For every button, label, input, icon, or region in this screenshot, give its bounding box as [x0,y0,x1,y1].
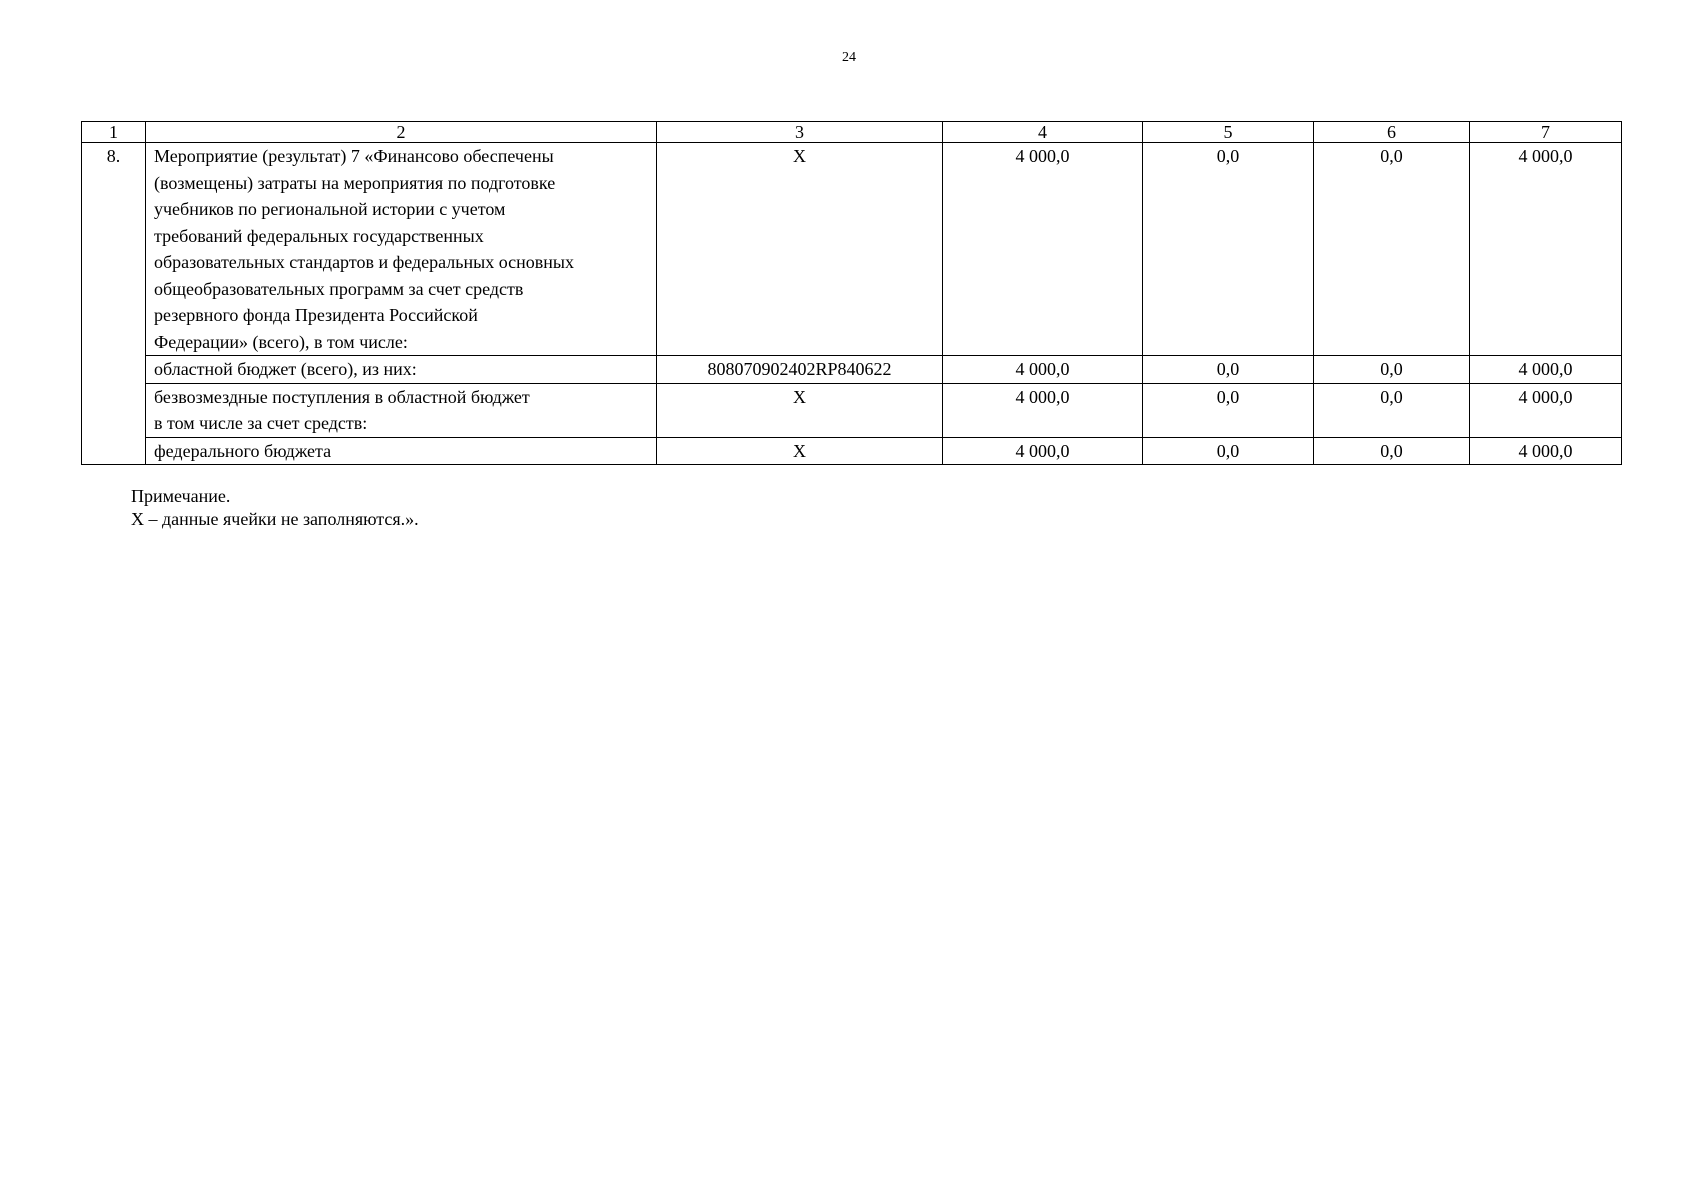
value-cell-col5: 0,0 [1143,356,1314,384]
value-cell-col4: 4 000,0 [943,356,1143,384]
budget-code-cell: X [657,437,943,465]
value-cell-col6: 0,0 [1314,437,1470,465]
row-name-line: федерального бюджета [154,440,332,461]
row-name-line: общеобразовательных программ за счет средств [154,278,524,299]
note-text: Х – данные ячейки не заполняются.». [131,509,419,529]
row-name-line: учебников по региональной истории с учетом [154,199,506,219]
value-cell-col7: 4 000,0 [1470,437,1622,465]
row-number: 8. [82,143,146,465]
value-cell-col7: 4 000,0 [1470,383,1622,437]
row-name-line: требований федеральных государственных [154,225,484,246]
row-name-line: Федерации» (всего), в том числе: [154,331,408,352]
value-cell-col7: 4 000,0 [1470,356,1622,384]
row-name-cell [146,383,657,437]
budget-table [81,121,1622,465]
budget-code-cell: 808070902402RP840622 [657,356,943,384]
value-cell-col6: 0,0 [1314,356,1470,384]
table-row [82,383,1622,437]
table-row [82,437,1622,465]
row-name-line: Мероприятие (результат) 7 «Финансово обеспечены [154,146,554,166]
row-name-line: в том числе за счет средств: [154,413,368,433]
column-header: 4 [943,122,1143,143]
value-cell-col5: 0,0 [1143,437,1314,465]
table-header-row [82,122,1622,143]
row-name-line: безвозмездные поступления в областной бюджет [154,386,530,407]
column-header: 1 [82,122,146,143]
value-cell-col4: 4 000,0 [943,437,1143,465]
table-row [82,143,1622,356]
column-header: 3 [657,122,943,143]
value-cell-col6: 0,0 [1314,143,1470,356]
column-header: 6 [1314,122,1470,143]
page-number: 24 [842,50,856,65]
value-cell-col6: 0,0 [1314,383,1470,437]
value-cell-col5: 0,0 [1143,143,1314,356]
row-name-line: образовательных стандартов и федеральных основных [154,252,575,272]
note-block [131,485,419,531]
row-name-cell [146,143,657,356]
row-name-cell [146,437,657,465]
row-name-line: областной бюджет (всего), из них: [154,359,417,379]
row-name-line: (возмещены) затраты на мероприятия по подготовке [154,172,556,193]
row-name-cell [146,356,657,384]
value-cell-col5: 0,0 [1143,383,1314,437]
budget-code-cell: X [657,143,943,356]
column-header: 7 [1470,122,1622,143]
value-cell-col4: 4 000,0 [943,143,1143,356]
value-cell-col7: 4 000,0 [1470,143,1622,356]
column-header: 2 [146,122,657,143]
row-name-line: резервного фонда Президента Российской [154,305,478,325]
note-title: Примечание. [131,486,231,506]
value-cell-col4: 4 000,0 [943,383,1143,437]
column-header: 5 [1143,122,1314,143]
budget-code-cell: X [657,383,943,437]
table-row [82,356,1622,384]
